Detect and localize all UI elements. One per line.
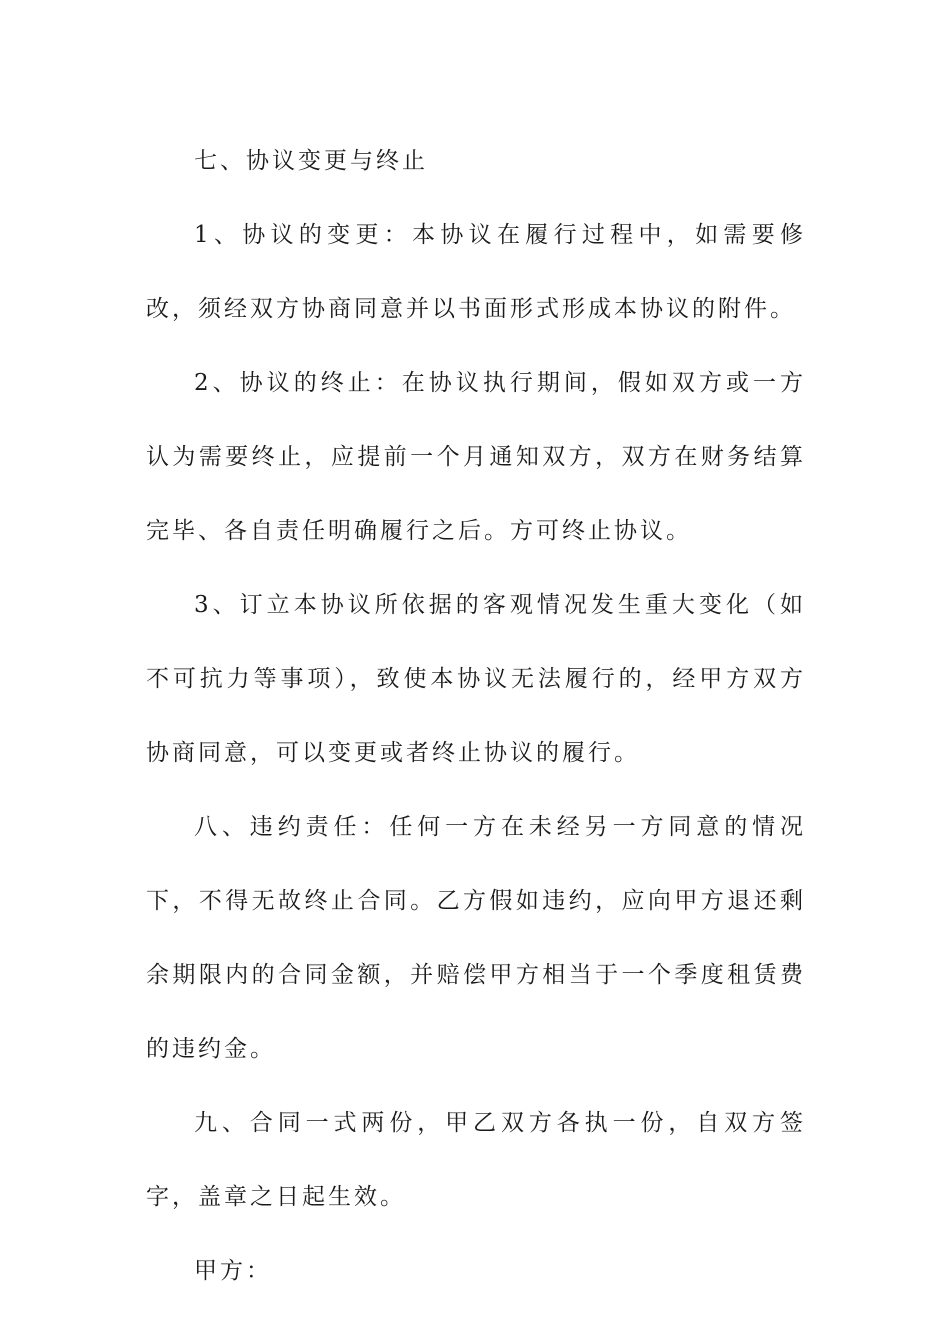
- clause-7-2-termination: 2、协议的终止：在协议执行期间，假如双方或一方认为需要终止，应提前一个月通知双方，双方在财务结算完毕、各自责任明确履行之后。方可终止协议。: [146, 370, 806, 544]
- clause-7-1-modification: 1、协议的变更：本协议在履行过程中，如需要修改，须经双方协商同意并以书面形式形成本协议的附件。: [146, 222, 806, 322]
- clause-7-3-force-majeure: 3、订立本协议所依据的客观情况发生重大变化（如不可抗力等事项），致使本协议无法履行的，经甲方双方协商同意，可以变更或者终止协议的履行。: [146, 592, 806, 766]
- section-8-breach-liability: 八、违约责任：任何一方在未经另一方同意的情况下，不得无故终止合同。乙方假如违约，应向甲方退还剩余期限内的合同金额，并赔偿甲方相当于一个季度租赁费的违约金。: [146, 814, 806, 1062]
- party-a-signature-label: 甲方：: [194, 1258, 272, 1284]
- section-heading-7: 七、协议变更与终止: [194, 148, 428, 174]
- document-body: [146, 124, 806, 1308]
- section-9-effectiveness: 九、合同一式两份，甲乙双方各执一份，自双方签字，盖章之日起生效。: [146, 1110, 806, 1210]
